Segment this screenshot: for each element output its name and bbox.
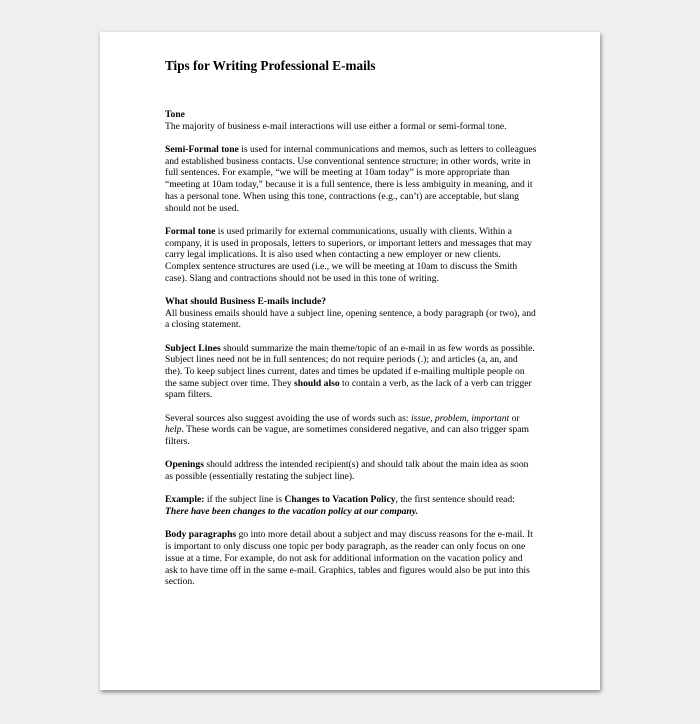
example-subject: Changes to Vacation Policy bbox=[284, 494, 396, 506]
formal-text: is used primarily for external communications, usually with clients. Within a company, it is used in proposals, letters to superiors, or important letters and messages that may carry legal implications. It is also used when contacting a new employer or new clients. Complex sentence structures are used (i.e., we will be meeting at 10am to discuss the Smith case). Slang and contractions should not be used in this tone of writing. bbox=[165, 225, 533, 284]
semi-formal-text: is used for internal communications and memos, such as letters to colleagues and established business contacts. Use conventional sentence structure; in other words, write in full sentences. For example, “we will be meeting at 10am today” is more appropriate than “meeting at 10am today,” because it is a full sentence, there is less ambiguity in meaning, and it has a personal tone. When using this tone, contractions (e.g., can’t) are acceptable, but slang should not be used. bbox=[165, 144, 537, 214]
spam-italic-1: issue, problem, important bbox=[410, 412, 510, 424]
spam-words-section bbox=[165, 413, 537, 448]
example-term: Example: bbox=[165, 494, 205, 506]
example-section bbox=[165, 494, 537, 517]
subject-lines-text-2: to contain a verb, as the lack of a verb can trigger spam filters. bbox=[165, 377, 532, 401]
openings-term: Openings bbox=[165, 459, 204, 471]
body-paragraphs-text: go into more detail about a subject and may discuss reasons for the e-mail. It is important to only discuss one topic per body paragraph, as the reader can only focus on one issue at a time. For example, do not ask for additional information on the vacation policy and ask to have time off in the same e-mail. Graphics, tables and figures would also be put into this section. bbox=[165, 529, 533, 588]
subject-lines-section bbox=[165, 343, 537, 402]
spam-text-2: or bbox=[509, 412, 520, 424]
document-title: Tips for Writing Professional E-mails bbox=[165, 58, 376, 73]
subject-lines-emphasis: should also bbox=[294, 377, 340, 389]
tone-section bbox=[165, 109, 537, 132]
body-paragraphs-section bbox=[165, 529, 537, 588]
spam-italic-2: help bbox=[165, 424, 182, 436]
example-sentence: There have been changes to the vacation policy at our company. bbox=[165, 506, 419, 518]
spam-text-3: . These words can be vague, are sometimes considered negative, and can also trigger spam filters. bbox=[165, 424, 530, 448]
tone-heading: Tone bbox=[165, 109, 185, 120]
subject-lines-text-1: should summarize the main theme/topic of an e-mail in as few words as possible. Subject lines need not be in full sentences; do not require periods (.); and articles (a, an, and the). To keep subject lines current, dates and times be updated if e-mailing multiple people on the same subject over time. They bbox=[165, 342, 535, 389]
document-content bbox=[165, 58, 537, 600]
spam-text-1: Several sources also suggest avoiding the use of words such as: bbox=[165, 412, 411, 424]
tone-text: The majority of business e-mail interactions will use either a formal or semi-formal tone. bbox=[165, 120, 507, 132]
openings-text: should address the intended recipient(s) and should talk about the main idea as soon as possible (essentially restating the subject line). bbox=[165, 459, 529, 483]
subject-lines-term: Subject Lines bbox=[165, 342, 221, 354]
semi-formal-section bbox=[165, 144, 537, 214]
formal-section bbox=[165, 226, 537, 285]
formal-term: Formal tone bbox=[165, 225, 216, 237]
example-text-2: , the first sentence should read: bbox=[395, 494, 515, 506]
document-page bbox=[100, 32, 600, 690]
include-section bbox=[165, 296, 537, 331]
body-paragraphs-term: Body paragraphs bbox=[165, 529, 237, 541]
include-text: All business emails should have a subject line, opening sentence, a body paragraph (or two), and a closing statement. bbox=[165, 307, 536, 331]
example-text-1: if the subject line is bbox=[204, 494, 285, 506]
openings-section bbox=[165, 459, 537, 482]
semi-formal-term: Semi-Formal tone bbox=[165, 144, 239, 155]
include-heading: What should Business E-mails include? bbox=[165, 295, 327, 307]
